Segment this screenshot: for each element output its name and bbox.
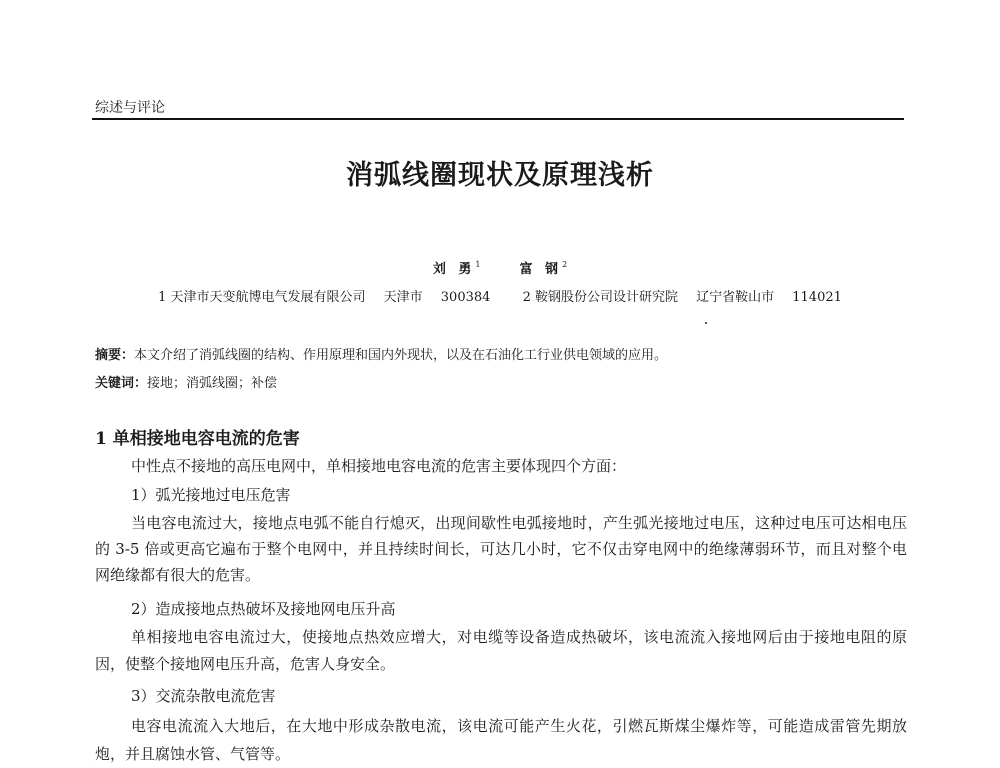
keywords xyxy=(95,372,277,391)
article-title: 消弧线圈现状及原理浅析 xyxy=(346,160,654,191)
subsection-3-title: 3）交流杂散电流危害 xyxy=(131,687,276,705)
subsection-1-title: 1）弧光接地过电压危害 xyxy=(131,486,291,504)
affiliation-1-zip: 300384 xyxy=(440,290,491,305)
abstract xyxy=(95,344,667,363)
affiliation-1-city: 天津市 xyxy=(383,290,423,305)
subsection-2-title: 2）造成接地点热破坏及接地网电压升高 xyxy=(131,600,396,618)
author-name-1: 刘 勇 xyxy=(432,262,476,277)
section-label: 综述与评论 xyxy=(95,100,165,116)
author-mark-1: 1 xyxy=(475,260,481,269)
affiliation-2-org: 2 鞍钢股份公司设计研究院 xyxy=(522,290,678,305)
author-mark-2: 2 xyxy=(562,260,568,269)
subsection-1-paragraph: 当电容电流过大，接地点电弧不能自行熄灭，出现间歇性电弧接地时，产生弧光接地过电压，这种过电压可达相电压的 3-5 倍或更高它遍布于整个电网中，并且持续时间长，可达几小时，它不仅击穿电网中的绝缘薄弱环节，而且对整个电网绝缘都有很大的危害。 xyxy=(95,514,907,584)
affiliation-2-zip: 114021 xyxy=(792,290,842,305)
subsection-3-paragraph: 电容电流流入大地后，在大地中形成杂散电流，该电流可能产生火花，引燃瓦斯煤尘爆炸等，可能造成雷管先期放炮，并且腐蚀水管、气管等。 xyxy=(95,717,907,763)
header-rule xyxy=(92,118,904,120)
author-name-2: 富 钢 xyxy=(519,262,563,277)
abstract-text: 本文介绍了消弧线圈的结构、作用原理和国内外现状，以及在石油化工行业供电领域的应用。 xyxy=(134,348,668,363)
section-intro: 中性点不接地的高压电网中，单相接地电容电流的危害主要体现四个方面： xyxy=(131,457,627,475)
affiliation-1-org: 1 天津市天变航博电气发展有限公司 xyxy=(158,290,366,305)
affiliation-2-city: 辽宁省鞍山市 xyxy=(696,290,775,305)
section-heading: 1 单相接地电容电流的危害 xyxy=(95,429,300,449)
keywords-label: 关键词： xyxy=(95,376,148,391)
affiliation-line xyxy=(0,286,1000,305)
keywords-text: 接地；消弧线圈；补偿 xyxy=(147,376,278,391)
subsection-2-paragraph: 单相接地电容电流过大，使接地点热效应增大，对电缆等设备造成热破坏，该电流流入接地网后由于接地电阻的原因，使整个接地网电压升高，危害人身安全。 xyxy=(95,628,907,673)
scan-speck xyxy=(705,322,707,324)
author-line xyxy=(0,258,1000,277)
abstract-label: 摘要： xyxy=(95,348,135,363)
